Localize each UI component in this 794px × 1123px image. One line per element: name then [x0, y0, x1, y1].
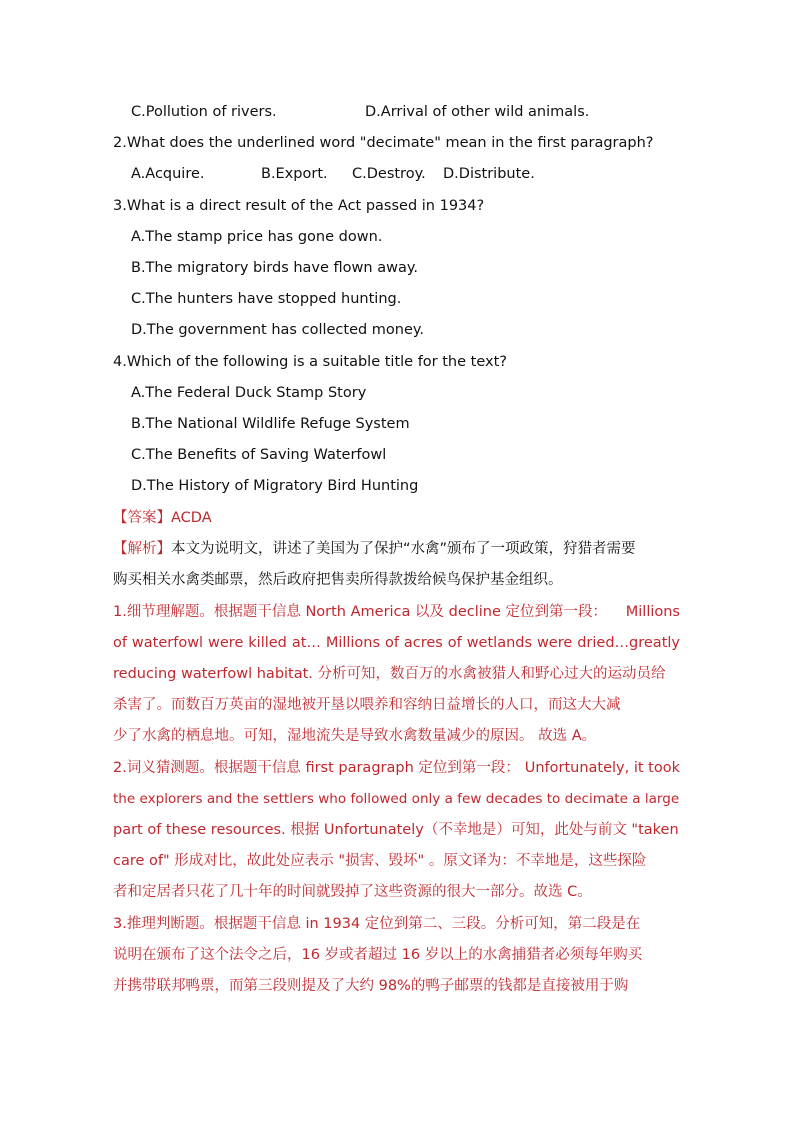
q2-option-c[interactable]: C.Destroy. — [352, 166, 426, 182]
p1-word: were — [208, 635, 244, 651]
p2-line3 — [113, 820, 680, 840]
p2-line1-b: Unfortunately, it took — [524, 760, 680, 776]
p1-line1-b: Millions — [625, 604, 680, 620]
p1-word: acres — [403, 635, 443, 651]
p1-word: were — [536, 635, 573, 651]
q3-option-b[interactable]: B.The migratory birds have flown away. — [131, 260, 418, 276]
q2-stem: 2.What does the underlined word "decimate" mean in the first paragraph? — [113, 135, 654, 151]
p3-line1: 3.推理判断题。根据题干信息 in 1934 定位到第二、三段。分析可知，第二段是在 — [113, 916, 641, 932]
p1-word: Millions — [325, 635, 381, 651]
p2-line3-a: part of these resources. — [113, 822, 286, 838]
analysis-intro-text1: 本文为说明文，讲述了美国为了保护“水禽”颁布了一项政策，狩猎者需要 — [171, 541, 636, 557]
q3-option-c[interactable]: C.The hunters have stopped hunting. — [131, 291, 402, 307]
p1-line5: 少了水禽的栖息地。可知，湿地流失是导致水禽数量减少的原因。 故选 A。 — [113, 728, 597, 744]
q1-option-c[interactable]: C.Pollution of rivers. — [131, 104, 277, 120]
p1-word: at… — [291, 635, 321, 651]
analysis-intro-line1 — [113, 539, 680, 559]
p1-line3 — [113, 664, 680, 684]
p3-line2: 说明在颁布了这个法令之后，16 岁或者超过 16 岁以上的水禽捕猎者必须每年购买 — [113, 947, 643, 963]
p1-line1-a: 1.细节理解题。根据题干信息 North America 以及 decline 定位到第一段： — [113, 604, 608, 620]
q3-option-a[interactable]: A.The stamp price has gone down. — [131, 229, 383, 245]
p1-line4: 杀害了。而数百万英亩的湿地被开垦以喂养和容纳日益增长的人口，而这大大减 — [113, 697, 621, 713]
p2-line1-a: 2.词义猜测题。根据题干信息 first paragraph 定位到第一段： — [113, 760, 520, 776]
q1-option-d[interactable]: D.Arrival of other wild animals. — [365, 104, 590, 120]
q3-stem: 3.What is a direct result of the Act passed in 1934? — [113, 198, 485, 214]
q3-option-d[interactable]: D.The government has collected money. — [131, 322, 425, 338]
q2-option-d[interactable]: D.Distribute. — [443, 166, 535, 182]
p1-word: of — [113, 635, 127, 651]
p2-line4: care of" 形成对比，故此处应表示 "损害、毁坏" 。原文译为：不幸地是，这些探险 — [113, 853, 647, 869]
q4-option-d[interactable]: D.The History of Migratory Bird Hunting — [131, 478, 419, 494]
p2-line2: the explorers and the settlers who followed only a few decades to decimate a large — [113, 791, 680, 807]
p2-line3-b: 根据 Unfortunately（不幸地是）可知，此处与前文 "taken — [290, 822, 679, 838]
analysis-tag: 【解析】 — [113, 541, 171, 557]
p1-line3-a: reducing waterfowl habitat. — [113, 666, 313, 682]
p1-word: dried…greatly — [577, 635, 680, 651]
q2-option-a[interactable]: A.Acquire. — [131, 166, 205, 182]
p1-word: of — [447, 635, 462, 651]
q4-option-b[interactable]: B.The National Wildlife Refuge System — [131, 416, 410, 432]
p1-word: killed — [248, 635, 287, 651]
analysis-intro-line2: 购买相关水禽类邮票，然后政府把售卖所得款拨给候鸟保护基金组织。 — [113, 572, 563, 588]
p2-line1 — [113, 758, 680, 778]
q4-option-c[interactable]: C.The Benefits of Saving Waterfowl — [131, 447, 387, 463]
p2-line5: 者和定居者只花了几十年的时间就毁掉了这些资源的很大一部分。故选 C。 — [113, 884, 592, 900]
p1-word: of — [384, 635, 399, 651]
q4-stem: 4.Which of the following is a suitable title for the text? — [113, 354, 507, 370]
answer-line — [113, 508, 212, 528]
p1-line2 — [113, 633, 680, 653]
p1-word: wetlands — [466, 635, 533, 651]
p1-word: waterfowl — [131, 635, 204, 651]
answer-tag: 【答案】 — [113, 510, 171, 526]
p1-line3-b: 分析可知，数百万的水禽被猎人和野心过大的运动员给 — [317, 666, 666, 682]
p3-line3: 并携带联邦鸭票，而第三段则提及了大约 98%的鸭子邮票的钱都是直接被用于购 — [113, 978, 629, 994]
answer-value: ACDA — [171, 510, 212, 526]
p1-line1 — [113, 602, 680, 622]
q4-option-a[interactable]: A.The Federal Duck Stamp Story — [131, 385, 367, 401]
q2-option-b[interactable]: B.Export. — [261, 166, 328, 182]
